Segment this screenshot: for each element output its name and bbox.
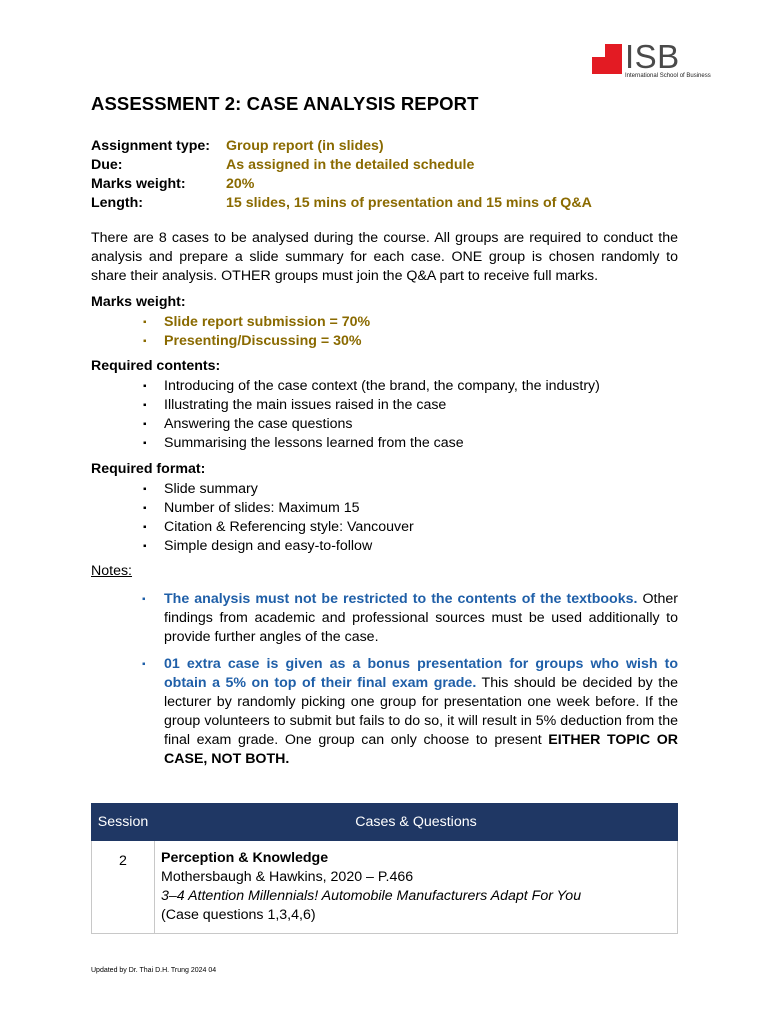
bullet-icon: ▪ — [143, 503, 147, 514]
meta-value: 20% — [226, 176, 255, 192]
bullet-icon: ▪ — [143, 400, 147, 411]
case-reference: Mothersbaugh & Hawkins, 2020 – P.466 — [161, 869, 414, 885]
logo-text: ISB — [625, 38, 680, 75]
list-item — [91, 415, 600, 434]
list-item-text: Number of slides: Maximum 15 — [164, 500, 360, 516]
bullet-icon: ▪ — [143, 522, 147, 533]
list-item-text: Summarising the lessons learned from the case — [164, 435, 464, 451]
list-item — [91, 396, 600, 415]
isb-logo — [592, 38, 711, 82]
bullet-icon: ▪ — [142, 594, 146, 605]
page-title: ASSESSMENT 2: CASE ANALYSIS REPORT — [91, 93, 479, 114]
list-item-text: Citation & Referencing style: Vancouver — [164, 519, 414, 535]
bullet-icon: ▪ — [143, 419, 147, 430]
list-item-text: Presenting/Discussing = 30% — [164, 333, 362, 349]
list-item-text: Simple design and easy-to-follow — [164, 538, 373, 554]
note-emphasis: 01 extra case is given as a bonus presentation for groups who wish to obtain a 5% on top of their final exam grade. — [164, 656, 678, 691]
meta-key: Length: — [91, 195, 144, 211]
list-item-text: Answering the case questions — [164, 416, 353, 432]
bullet-icon: ▪ — [143, 438, 147, 449]
footer-text: Updated by Dr. Thai D.H. Trung 2024 04 — [91, 967, 217, 974]
note-item — [142, 655, 678, 769]
bullet-icon: ▪ — [143, 484, 147, 495]
bullet-icon: ▪ — [143, 317, 147, 328]
note-strong: EITHER TOPIC OR CASE, NOT BOTH. — [164, 732, 678, 767]
logo-mark-icon — [592, 44, 622, 74]
bullet-icon: ▪ — [142, 659, 146, 670]
bullet-icon: ▪ — [143, 381, 147, 392]
case-cell — [155, 841, 678, 934]
list-item-text: Slide summary — [164, 481, 258, 497]
meta-value: Group report (in slides) — [226, 138, 384, 154]
list-item-text: Introducing of the case context (the brand, the company, the industry) — [164, 378, 600, 394]
note-item — [142, 590, 678, 647]
meta-row — [91, 137, 592, 156]
list-item — [91, 480, 414, 499]
logo-subtitle: International School of Business — [625, 73, 711, 79]
note-emphasis: The analysis must not be restricted to the contents of the textbooks. — [164, 591, 638, 607]
marks-list — [91, 313, 370, 351]
list-item — [91, 518, 414, 537]
notes-heading: Notes: — [91, 563, 133, 579]
case-title: 3–4 Attention Millennials! Automobile Manufacturers Adapt For You — [161, 888, 582, 904]
table-header-row — [92, 804, 678, 841]
bullet-icon: ▪ — [143, 541, 147, 552]
case-topic: Perception & Knowledge — [161, 850, 329, 866]
list-item — [91, 434, 600, 453]
header-cases: Cases & Questions — [155, 804, 678, 841]
note-text: This should be decided by the lecturer by randomly picking one group for presentation one week before. If the group volunteers to submit but fails to do so, it will result in 5% deduction from the final exam grade. One group can only choose to present — [164, 675, 678, 748]
meta-value: As assigned in the detailed schedule — [226, 157, 475, 173]
list-item — [91, 499, 414, 518]
contents-list — [91, 377, 600, 453]
list-item-text: Slide report submission = 70% — [164, 314, 371, 330]
header-session: Session — [92, 804, 155, 841]
intro-paragraph: There are 8 cases to be analysed during the course. All groups are required to conduct the analysis and prepare a slide summary for each case. ONE group is chosen randomly to share their analysis. OTHER groups must join the Q&A part to receive full marks. — [91, 230, 678, 284]
bullet-icon: ▪ — [143, 336, 147, 347]
case-questions: (Case questions 1,3,4,6) — [161, 907, 316, 923]
table-row — [92, 841, 678, 934]
meta-row — [91, 194, 592, 213]
note-text: Other findings from academic and professional sources must be used additionally to provide further angles of the case. — [164, 591, 678, 645]
format-list — [91, 480, 414, 556]
contents-heading: Required contents: — [91, 358, 221, 374]
list-item — [91, 537, 414, 556]
list-item — [91, 377, 600, 396]
meta-key: Due: — [91, 157, 123, 173]
meta-row — [91, 156, 592, 175]
list-item-text: Illustrating the main issues raised in the case — [164, 397, 447, 413]
marks-heading: Marks weight: — [91, 294, 186, 310]
meta-key: Assignment type: — [91, 138, 211, 154]
format-heading: Required format: — [91, 461, 206, 477]
list-item — [91, 313, 370, 332]
assignment-meta — [91, 137, 592, 213]
meta-value: 15 slides, 15 mins of presentation and 15 mins of Q&A — [226, 195, 592, 211]
list-item — [91, 332, 370, 351]
session-cell: 2 — [92, 841, 155, 934]
cases-table — [91, 803, 678, 934]
meta-row — [91, 175, 592, 194]
meta-key: Marks weight: — [91, 176, 186, 192]
